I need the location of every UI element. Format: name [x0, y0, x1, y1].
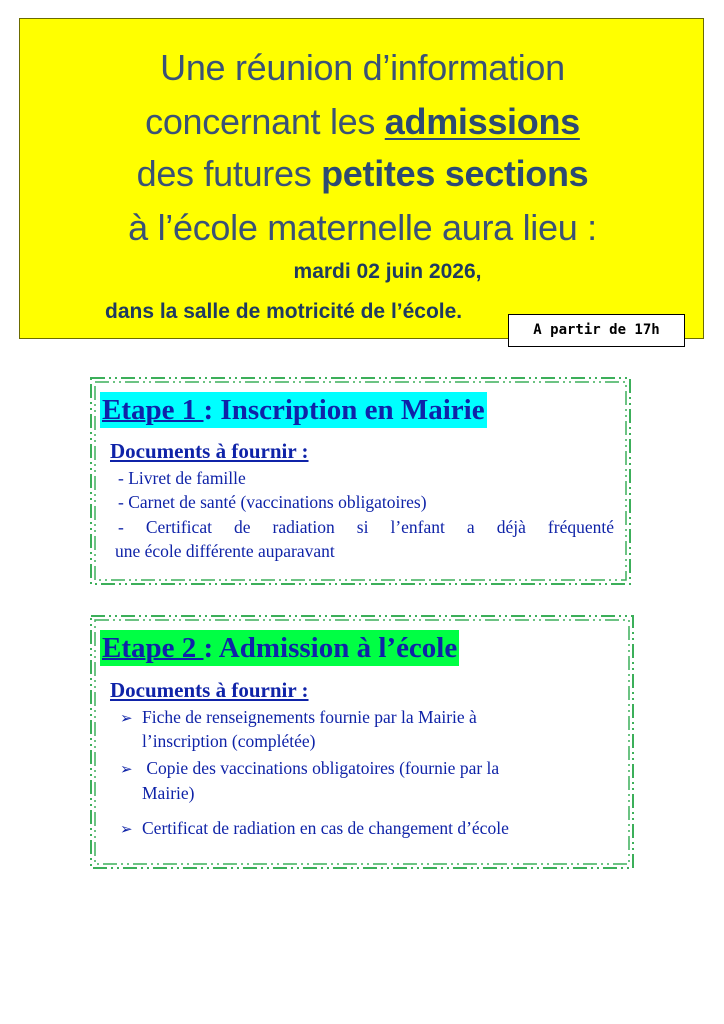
meeting-place: dans la salle de motricité de l’école.	[105, 300, 463, 323]
keyword-petites-sections: petites sections	[321, 153, 589, 194]
step2-item-3	[120, 818, 509, 839]
banner-line-3-text: des futures	[136, 153, 322, 194]
banner-line-3	[20, 153, 705, 195]
step1-title	[100, 392, 487, 428]
banner-line-4: à l’école maternelle aura lieu :	[128, 207, 597, 248]
step2-number: Etape 2	[102, 632, 204, 664]
step1-item-2: - Carnet de santé (vaccinations obligatoires)	[118, 492, 427, 512]
arrow-bullet-icon: ➢	[120, 820, 133, 838]
keyword-admissions: admissions	[384, 101, 580, 142]
step1-number: Etape 1	[102, 394, 204, 426]
step2-item-1-text: Fiche de renseignements fournie par la Mairie à	[142, 707, 477, 727]
step2-item-2-text: Copie des vaccinations obligatoires (fournie par la	[142, 758, 500, 778]
step2-item-1-cont: l’inscription (complétée)	[142, 731, 316, 751]
step1-title-text: : Inscription en Mairie	[203, 394, 485, 426]
step2-item-3-text: Certificat de radiation en cas de changement d’école	[142, 818, 509, 838]
arrow-bullet-icon: ➢	[120, 709, 133, 727]
start-time-box: A partir de 17h	[508, 314, 685, 347]
banner-line-2	[20, 101, 705, 143]
step2-title-text: : Admission à l’école	[203, 632, 458, 664]
step1-item-3-cont: une école différente auparavant	[115, 541, 335, 561]
banner-line-1: Une réunion d’information	[160, 47, 565, 88]
meeting-date: mardi 02 juin 2026,	[293, 260, 482, 283]
announcement-banner	[19, 18, 704, 339]
step2-item-2	[120, 758, 499, 779]
step2-title	[100, 630, 459, 666]
step2-item-2-cont: Mairie)	[142, 783, 195, 803]
step1-item-3: - Certificat de radiation si l’enfant a déjà fréquenté	[118, 517, 614, 537]
banner-line-2-text: concernant les	[145, 101, 385, 142]
arrow-bullet-icon: ➢	[120, 760, 133, 778]
step2-frame	[88, 613, 636, 871]
step1-frame	[88, 375, 633, 587]
step2-docs-label: Documents à fournir :	[110, 678, 309, 702]
step1-docs-label: Documents à fournir :	[110, 439, 309, 463]
step2-item-1	[120, 707, 477, 728]
step1-item-1: - Livret de famille	[118, 468, 246, 488]
